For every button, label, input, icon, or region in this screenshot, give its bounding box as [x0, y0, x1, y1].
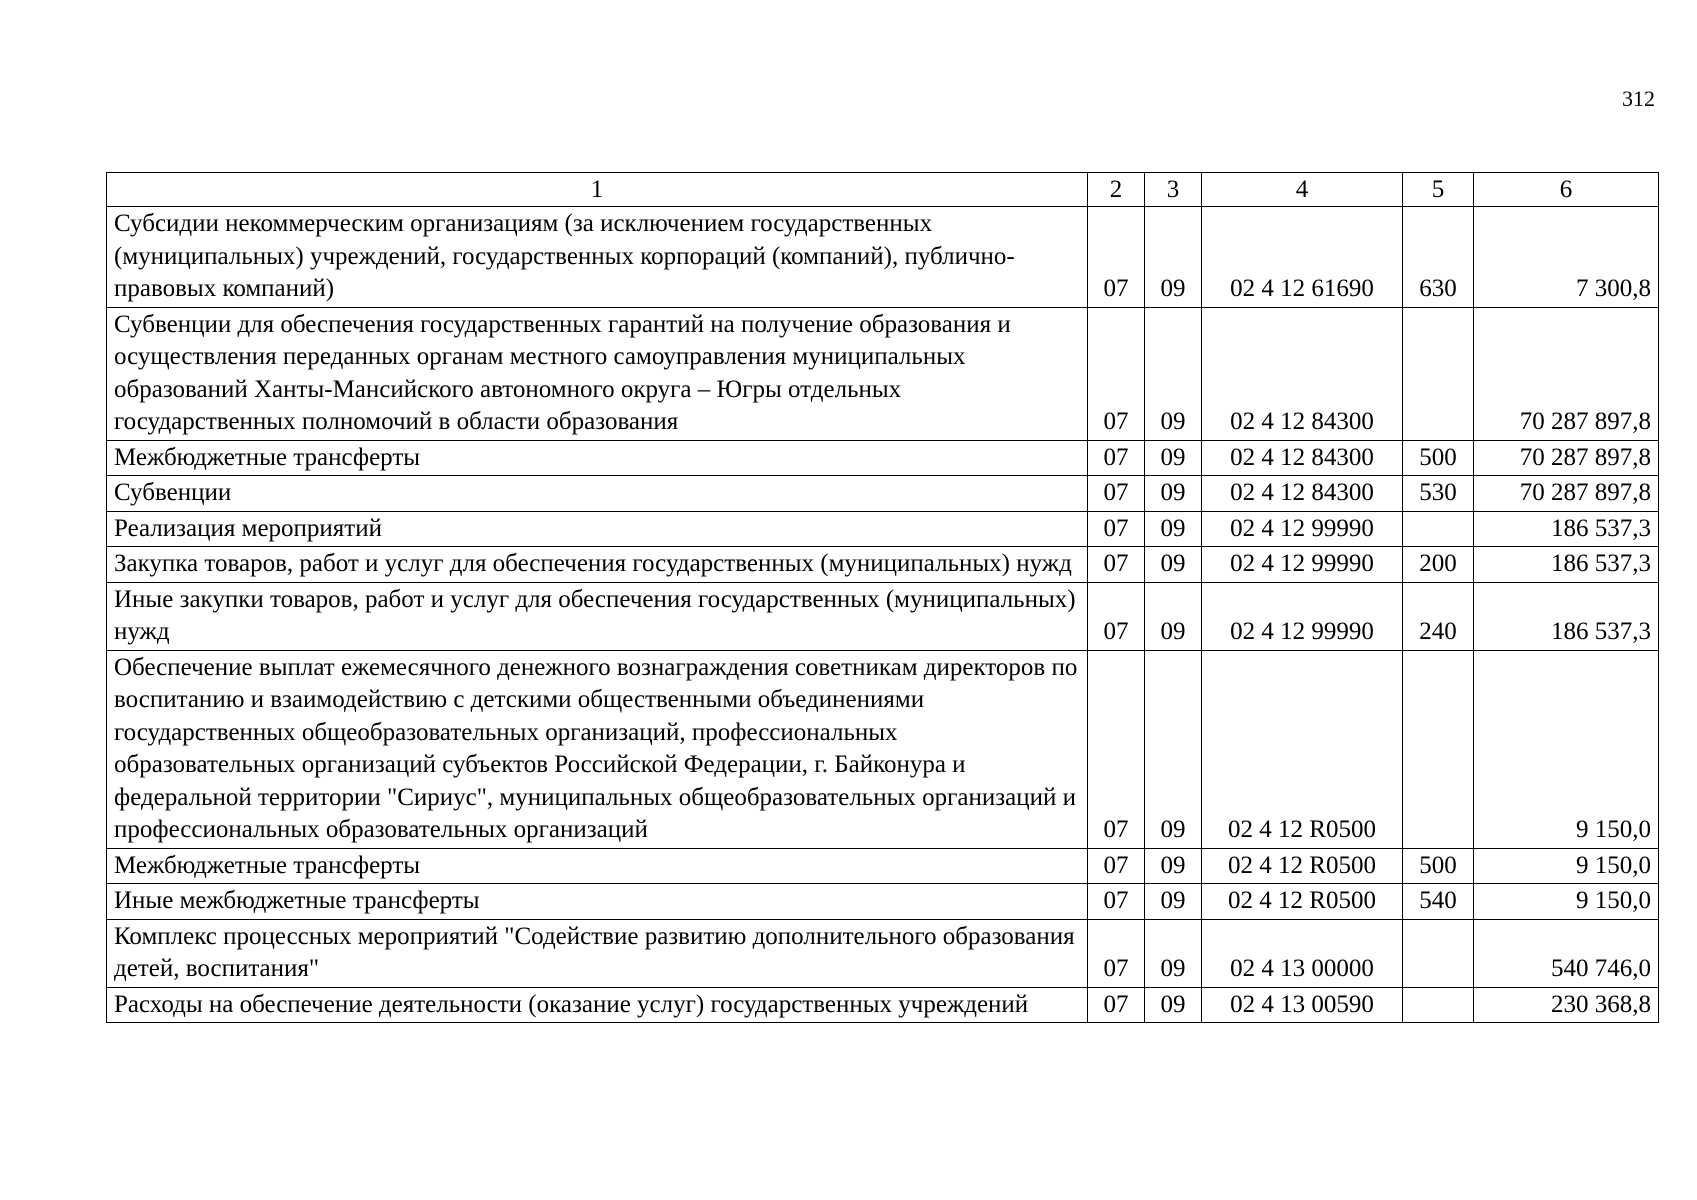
row-target-article-cell: 02 4 13 00000 — [1202, 919, 1403, 987]
row-expense-type-cell: 240 — [1403, 582, 1474, 650]
row-name-cell: Реализация мероприятий — [107, 511, 1088, 547]
header-col-2: 2 — [1088, 173, 1145, 207]
table-body — [107, 207, 1659, 1023]
header-col-1: 1 — [107, 173, 1088, 207]
row-subsection-cell: 09 — [1145, 476, 1202, 512]
row-target-article-cell: 02 4 12 99990 — [1202, 547, 1403, 583]
table-row — [107, 650, 1659, 848]
row-name-cell: Межбюджетные трансферты — [107, 440, 1088, 476]
row-section-cell: 07 — [1088, 440, 1145, 476]
row-amount-cell: 9 150,0 — [1474, 884, 1659, 920]
row-name-cell: Закупка товаров, работ и услуг для обеспечения государственных (муниципальных) нужд — [107, 547, 1088, 583]
row-subsection-cell: 09 — [1145, 848, 1202, 884]
row-section-cell: 07 — [1088, 919, 1145, 987]
row-amount-cell: 70 287 897,8 — [1474, 440, 1659, 476]
row-section-cell: 07 — [1088, 207, 1145, 308]
row-subsection-cell: 09 — [1145, 511, 1202, 547]
row-target-article-cell: 02 4 12 84300 — [1202, 307, 1403, 440]
table-row — [107, 848, 1659, 884]
row-target-article-cell: 02 4 12 84300 — [1202, 476, 1403, 512]
row-subsection-cell: 09 — [1145, 919, 1202, 987]
row-name-cell: Межбюджетные трансферты — [107, 848, 1088, 884]
row-name-cell: Субвенции для обеспечения государственных гарантий на получение образования и осуществления переданных органам местного самоуправления муниципальных образований Ханты-Мансийского автономного округа – Югры отдельных государственных полномочий в области образования — [107, 307, 1088, 440]
row-expense-type-cell — [1403, 919, 1474, 987]
row-subsection-cell: 09 — [1145, 307, 1202, 440]
row-name-cell: Комплекс процессных мероприятий "Содействие развитию дополнительного образования детей, воспитания" — [107, 919, 1088, 987]
row-section-cell: 07 — [1088, 650, 1145, 848]
header-col-4: 4 — [1202, 173, 1403, 207]
row-section-cell: 07 — [1088, 476, 1145, 512]
row-amount-cell: 186 537,3 — [1474, 582, 1659, 650]
row-name-cell: Субвенции — [107, 476, 1088, 512]
row-amount-cell: 186 537,3 — [1474, 511, 1659, 547]
row-subsection-cell: 09 — [1145, 650, 1202, 848]
row-expense-type-cell: 500 — [1403, 848, 1474, 884]
row-subsection-cell: 09 — [1145, 987, 1202, 1023]
row-name-cell: Иные закупки товаров, работ и услуг для обеспечения государственных (муниципальных) нужд — [107, 582, 1088, 650]
row-amount-cell: 70 287 897,8 — [1474, 476, 1659, 512]
row-expense-type-cell: 540 — [1403, 884, 1474, 920]
row-subsection-cell: 09 — [1145, 547, 1202, 583]
row-section-cell: 07 — [1088, 547, 1145, 583]
row-name-cell: Субсидии некоммерческим организациям (за исключением государственных (муниципальных) учреждений, государственных корпораций (компаний), публично-правовых компаний) — [107, 207, 1088, 308]
row-target-article-cell: 02 4 12 99990 — [1202, 511, 1403, 547]
row-amount-cell: 7 300,8 — [1474, 207, 1659, 308]
row-section-cell: 07 — [1088, 848, 1145, 884]
row-expense-type-cell — [1403, 511, 1474, 547]
budget-table — [106, 172, 1659, 1023]
row-name-cell: Обеспечение выплат ежемесячного денежного вознаграждения советникам директоров по воспитанию и взаимодействию с детскими общественными объединениями государственных общеобразовательных организаций, профессиональных образовательных организаций субъектов Российской Федерации, г. Байконура и федеральной территории "Сириус", муниципальных общеобразовательных организаций и профессиональных образовательных организаций — [107, 650, 1088, 848]
row-subsection-cell: 09 — [1145, 207, 1202, 308]
row-target-article-cell: 02 4 12 84300 — [1202, 440, 1403, 476]
row-target-article-cell: 02 4 12 R0500 — [1202, 848, 1403, 884]
row-section-cell: 07 — [1088, 884, 1145, 920]
row-target-article-cell: 02 4 12 R0500 — [1202, 884, 1403, 920]
row-name-cell: Иные межбюджетные трансферты — [107, 884, 1088, 920]
row-subsection-cell: 09 — [1145, 884, 1202, 920]
header-col-6: 6 — [1474, 173, 1659, 207]
row-section-cell: 07 — [1088, 582, 1145, 650]
row-section-cell: 07 — [1088, 511, 1145, 547]
row-amount-cell: 9 150,0 — [1474, 848, 1659, 884]
table-row — [107, 547, 1659, 583]
row-amount-cell: 186 537,3 — [1474, 547, 1659, 583]
table-row — [107, 476, 1659, 512]
table-row — [107, 919, 1659, 987]
row-expense-type-cell — [1403, 987, 1474, 1023]
table-row — [107, 987, 1659, 1023]
header-col-3: 3 — [1145, 173, 1202, 207]
row-target-article-cell: 02 4 13 00590 — [1202, 987, 1403, 1023]
table-row — [107, 884, 1659, 920]
table-header-row — [107, 173, 1659, 207]
row-amount-cell: 230 368,8 — [1474, 987, 1659, 1023]
table-row — [107, 307, 1659, 440]
header-col-5: 5 — [1403, 173, 1474, 207]
table-row — [107, 440, 1659, 476]
row-expense-type-cell: 200 — [1403, 547, 1474, 583]
row-expense-type-cell — [1403, 307, 1474, 440]
table-row — [107, 207, 1659, 308]
row-subsection-cell: 09 — [1145, 582, 1202, 650]
row-name-cell: Расходы на обеспечение деятельности (оказание услуг) государственных учреждений — [107, 987, 1088, 1023]
row-expense-type-cell — [1403, 650, 1474, 848]
table-row — [107, 511, 1659, 547]
row-section-cell: 07 — [1088, 987, 1145, 1023]
row-amount-cell: 540 746,0 — [1474, 919, 1659, 987]
row-subsection-cell: 09 — [1145, 440, 1202, 476]
row-expense-type-cell: 500 — [1403, 440, 1474, 476]
row-target-article-cell: 02 4 12 R0500 — [1202, 650, 1403, 848]
row-expense-type-cell: 530 — [1403, 476, 1474, 512]
row-expense-type-cell: 630 — [1403, 207, 1474, 308]
row-section-cell: 07 — [1088, 307, 1145, 440]
row-target-article-cell: 02 4 12 99990 — [1202, 582, 1403, 650]
page-number: 312 — [1622, 86, 1655, 111]
row-target-article-cell: 02 4 12 61690 — [1202, 207, 1403, 308]
table-row — [107, 582, 1659, 650]
row-amount-cell: 9 150,0 — [1474, 650, 1659, 848]
row-amount-cell: 70 287 897,8 — [1474, 307, 1659, 440]
